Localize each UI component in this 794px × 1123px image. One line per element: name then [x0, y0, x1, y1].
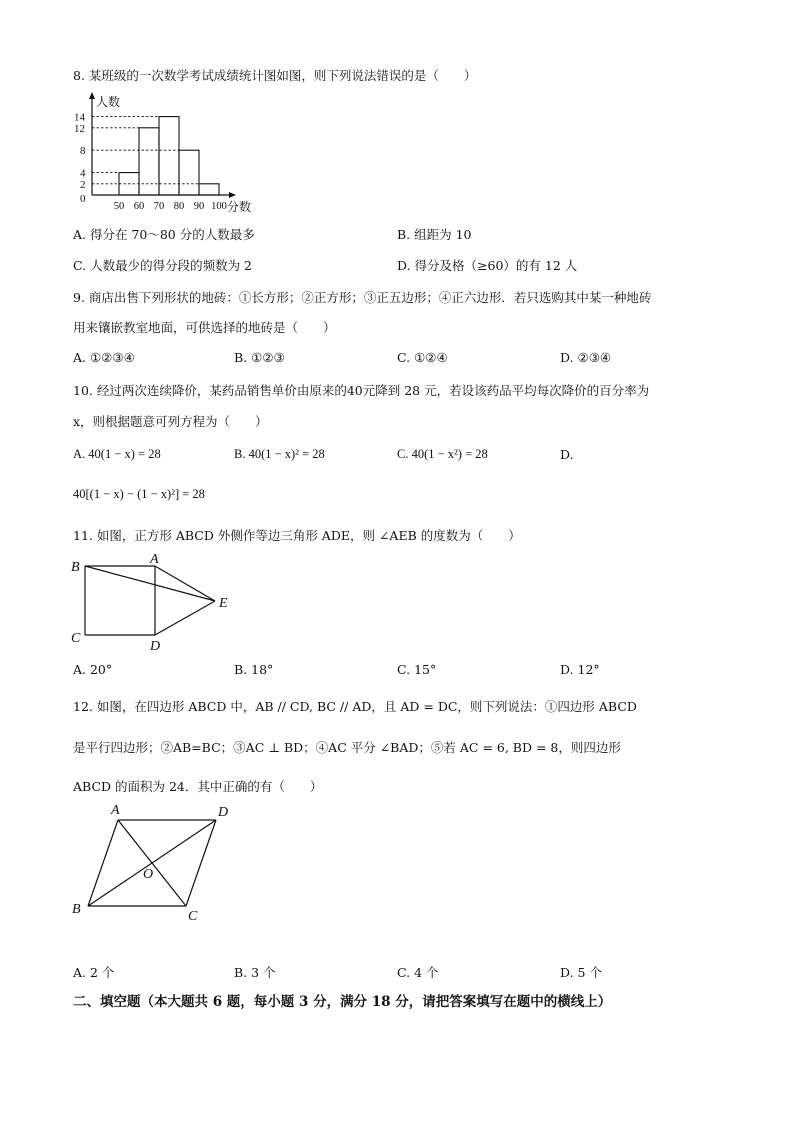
x-axis-label: 分数	[227, 200, 252, 214]
q9-stem-line1: 9. 商店出售下列形状的地砖：①长方形；②正方形；③正五边形；④正六边形．若只选购其中某一种地砖	[73, 290, 652, 305]
q12-stem-line3: ABCD 的面积为 24．其中正确的有（ ）	[73, 779, 323, 794]
q8-option-b[interactable]: B. 组距为 10	[397, 227, 472, 242]
y-tick-label: 12	[74, 122, 85, 135]
q12-option-a[interactable]: A. 2 个	[73, 965, 115, 980]
score-histogram	[70, 92, 260, 218]
q11-option-d[interactable]: D. 12°	[560, 662, 600, 677]
histogram-bar	[159, 117, 179, 195]
q8-option-c[interactable]: C. 人数最少的得分段的频数为 2	[73, 258, 252, 273]
q10-stem-line2: x，则根据题意可列方程为（ ）	[73, 414, 268, 429]
q9-option-d[interactable]: D. ②③④	[560, 350, 612, 365]
vertex-label-a: A	[111, 803, 120, 818]
q10-option-a[interactable]: A. 40(1 − x) = 28	[73, 447, 161, 461]
q8-stem: 8. 某班级的一次数学考试成绩统计图如图，则下列说法错误的是（ ）	[73, 68, 477, 83]
x-tick-label: 80	[173, 201, 185, 212]
x-axis-arrow	[229, 192, 236, 198]
segment-ae	[155, 566, 215, 601]
q12-stem-line1: 12. 如图，在四边形 ABCD 中，AB // CD, BC // AD，且 AD = DC，则下列说法：①四边形 ABCD	[73, 699, 637, 714]
x-tick-label: 60	[133, 201, 145, 212]
x-tick-label: 70	[153, 201, 165, 212]
segment-de	[155, 601, 215, 635]
vertex-label-c: C	[188, 909, 198, 924]
vertex-label-e: E	[219, 596, 228, 611]
section-2-heading: 二、填空题（本大题共 6 题，每小题 3 分，满分 18 分，请把答案填写在题中的横线上）	[73, 994, 612, 1010]
y-tick-label: 4	[80, 167, 86, 180]
segment-dc	[186, 820, 216, 906]
square-triangle-figure	[66, 552, 242, 654]
q10-option-b[interactable]: B. 40(1 − x)² = 28	[234, 447, 325, 461]
q11-stem: 11. 如图，正方形 ABCD 外侧作等边三角形 ADE，则 ∠AEB 的度数为（ ）	[73, 528, 521, 543]
q9-stem-line2: 用来镶嵌教室地面，可供选择的地砖是（ ）	[73, 320, 336, 335]
vertex-label-d: D	[218, 805, 229, 820]
q11-option-c[interactable]: C. 15°	[397, 662, 437, 677]
q9-option-b[interactable]: B. ①②③	[234, 350, 285, 365]
q10-option-c[interactable]: C. 40(1 − x²) = 28	[397, 447, 488, 461]
q11-option-a[interactable]: A. 20°	[73, 662, 113, 677]
q9-option-a[interactable]: A. ①②③④	[73, 350, 135, 365]
q9-option-c[interactable]: C. ①②④	[397, 350, 448, 365]
vertex-label-b: B	[71, 560, 80, 575]
q12-stem-line2: 是平行四边形；②AB=BC；③AC ⊥ BD；④AC 平分 ∠BAD；⑤若 AC = 6, BD = 8，则四边形	[73, 740, 621, 755]
vertex-label-a: A	[150, 552, 159, 567]
x-tick-label: 50	[113, 201, 125, 212]
x-tick-label: 100	[211, 201, 227, 212]
diagonal-bd	[88, 820, 216, 906]
y-tick-label: 2	[80, 178, 86, 191]
vertex-label-b: B	[72, 902, 81, 917]
q11-option-b[interactable]: B. 18°	[234, 662, 274, 677]
parallelogram-figure	[66, 800, 246, 924]
q10-option-d[interactable]: D.	[560, 447, 574, 462]
q12-option-b[interactable]: B. 3 个	[234, 965, 276, 980]
vertex-label-d: D	[150, 639, 161, 654]
y-axis-label: 人数	[96, 95, 121, 109]
y-tick-label: 8	[80, 145, 86, 158]
segment-ba	[88, 820, 118, 906]
x-tick-label: 90	[193, 201, 205, 212]
vertex-label-c: C	[71, 631, 81, 646]
y-axis-arrow	[89, 92, 95, 99]
y-tick-label: 14	[74, 111, 85, 124]
q8-option-d[interactable]: D. 得分及格（≥60）的有 12 人	[397, 258, 578, 273]
q12-option-d[interactable]: D. 5 个	[560, 965, 602, 980]
q12-option-c[interactable]: C. 4 个	[397, 965, 439, 980]
y-tick-label: 0	[80, 193, 86, 205]
histogram-bar	[179, 150, 199, 195]
q8-option-a[interactable]: A. 得分在 70～80 分的人数最多	[73, 227, 255, 242]
vertex-label-o: O	[143, 867, 154, 882]
histogram-bar	[199, 184, 219, 195]
q10-stem-line1: 10. 经过两次连续降价，某药品销售单价由原来的40元降到 28 元，若设该药品平均每次降价的百分率为	[73, 383, 650, 398]
q10-option-d-continued: 40[(1 − x) − (1 − x)²] = 28	[73, 487, 205, 501]
histogram-bar	[139, 128, 159, 195]
segment-be	[85, 566, 215, 601]
